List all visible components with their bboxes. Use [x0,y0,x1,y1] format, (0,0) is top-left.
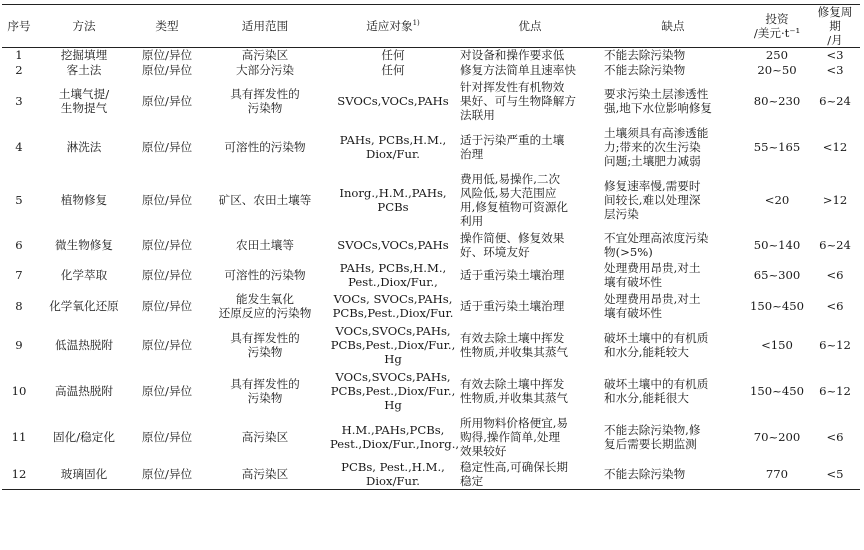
cell-target: 任何 [381,48,405,63]
cell-type: 原位/异位 [141,429,193,444]
header-disadvantages: 缺点 [602,5,744,48]
cell-target: PAHs, PCBs,H.M., Pest.,Diox/Fur., [339,260,447,289]
cell-target: 任何 [381,63,405,77]
cell-target: VOCs, SVOCs,PAHs, PCBs,Pest.,Diox/Fur. [332,291,454,320]
cell-period: <6 [826,267,844,282]
cell-method: 淋洗法 [66,139,102,154]
table-row [2,290,860,322]
header-type: 类型 [132,5,202,48]
cell-period: <6 [826,429,844,444]
cell-period: <6 [826,298,844,313]
cell-no: 12 [2,460,36,490]
cell-advantages: 操作简便、修复效果 好、环境友好 [460,230,565,259]
cell-method: 微生物修复 [55,237,113,252]
cell-investment: 20~50 [757,63,797,77]
cell-period: <5 [810,460,860,490]
cell-type: 原位/异位 [132,460,202,490]
cell-target: SVOCs,VOCs,PAHs [337,237,449,252]
cell-scope: 具有挥发性的 污染物 [230,376,300,405]
cell-investment: 770 [744,460,810,490]
cell-disadvantages: 处理费用昂贵,对土 壤有破坏性 [604,291,701,320]
cell-method: 土壤气提/ 生物提气 [58,86,110,115]
cell-advantages: 适于污染严重的土壤 治理 [460,132,565,161]
cell-advantages: 所用物料价格便宜,易 购得,操作简单,处理 效果较好 [460,415,569,458]
header-row [2,5,860,48]
cell-investment: <20 [764,192,790,207]
cell-disadvantages: 破坏土壤中的有机质 和水分,能耗较大 [604,330,709,359]
cell-period: <3 [826,48,844,63]
cell-investment: 80~230 [753,93,801,108]
cell-no: 8 [15,298,23,313]
cell-target: VOCs,SVOCs,PAHs, PCBs,Pest.,Diox/Fur., Hg [330,323,456,366]
cell-advantages: 有效去除土壤中挥发 性物质,并收集其蒸气 [460,330,569,359]
cell-no: 4 [15,139,23,154]
cell-period: <3 [826,63,844,77]
cell-no: 2 [15,63,23,77]
cell-period: <12 [822,139,848,154]
cell-disadvantages: 不宜处理高浓度污染 物(>5%) [604,230,709,259]
cell-advantages: 适于重污染土壤治理 [460,267,565,282]
cell-period: >12 [822,192,848,207]
cell-disadvantages: 要求污染土层渗透性 强,地下水位影响修复 [604,86,713,115]
cell-type: 原位/异位 [141,267,193,282]
header-period-line1: 修复周期 [817,5,853,33]
table-row [2,230,860,260]
table-row [2,322,860,368]
header-advantages: 优点 [458,5,602,48]
cell-no: 7 [15,267,23,282]
cell-scope: 高污染区 [202,460,328,490]
cell-target: H.M.,PAHs,PCBs, Pest.,Diox/Fur.,Inorg., [330,422,460,451]
cell-advantages: 费用低,易操作,二次 风险低,易大范围应 用,修复植物可资源化 利用 [460,171,569,228]
cell-investment: 250 [765,48,789,63]
header-scope: 适用范围 [202,5,328,48]
cell-scope: 高污染区 [241,48,289,63]
table-row [2,170,860,230]
cell-method: 化学氧化还原 [49,298,119,313]
cell-target: PCBs, Pest.,H.M., Diox/Fur. [328,460,458,490]
cell-type: 原位/异位 [141,337,193,352]
cell-method: 高温热脱附 [55,383,113,398]
cell-scope: 高污染区 [241,429,289,444]
cell-investment: 65~300 [753,267,801,282]
cell-investment: <150 [761,337,793,352]
cell-disadvantages: 不能去除污染物 [604,63,686,77]
cell-advantages: 稳定性高,可确保长期 稳定 [458,460,602,490]
cell-investment: 150~450 [750,383,804,398]
cell-disadvantages: 修复速率慢,需要时 间较长,难以处理深 层污染 [604,178,701,221]
table-row [2,460,860,490]
cell-scope: 具有挥发性的 污染物 [230,86,300,115]
cell-type: 原位/异位 [141,93,193,108]
cell-method: 植物修复 [60,192,108,207]
header-target-label: 适应对象 [366,19,413,33]
cell-no: 9 [15,337,23,352]
cell-period: 6~12 [819,383,851,398]
cell-period: 6~12 [819,337,851,352]
cell-target: VOCs,SVOCs,PAHs, PCBs,Pest.,Diox/Fur., Hg [330,369,456,412]
cell-investment: 150~450 [750,298,804,313]
cell-period: 6~24 [819,237,851,252]
cell-advantages: 对设备和操作要求低 [460,48,565,63]
cell-disadvantages: 不能去除污染物 [602,460,744,490]
cell-advantages: 修复方法简单且速率快 [460,63,576,77]
cell-type: 原位/异位 [141,63,193,77]
header-investment [744,5,810,48]
table-row [2,63,860,78]
cell-no: 5 [15,192,23,207]
cell-scope: 可溶性的污染物 [224,267,306,282]
header-investment-line2: /美元·t⁻¹ [753,26,801,40]
header-target-note: 1) [412,19,420,28]
cell-disadvantages: 土壤须具有高渗透能 力;带来的次生污染 问题;土壤肥力减弱 [604,125,709,168]
cell-method: 玻璃固化 [36,460,132,490]
header-target [328,5,458,48]
cell-type: 原位/异位 [141,48,193,63]
table-body [2,48,860,490]
cell-disadvantages: 破坏土壤中的有机质 和水分,能耗很大 [604,376,709,405]
cell-type: 原位/异位 [141,139,193,154]
cell-investment: 70~200 [753,429,801,444]
table-row [2,124,860,170]
cell-period: 6~24 [819,93,851,108]
cell-no: 1 [15,48,23,63]
cell-no: 6 [15,237,23,252]
table-row [2,78,860,124]
cell-scope: 可溶性的污染物 [224,139,306,154]
cell-scope: 具有挥发性的 污染物 [230,330,300,359]
cell-scope: 矿区、农田土壤等 [218,192,312,207]
header-no: 序号 [2,5,36,48]
cell-method: 挖掘填埋 [60,48,108,63]
cell-disadvantages: 不能去除污染物,修 复后需要长期监测 [604,422,701,451]
cell-no: 10 [11,383,27,398]
cell-method: 低温热脱附 [55,337,113,352]
cell-investment: 55~165 [753,139,801,154]
cell-method: 固化/稳定化 [53,429,115,444]
cell-scope: 大部分污染 [236,63,294,77]
cell-target: SVOCs,VOCs,PAHs [337,93,449,108]
cell-advantages: 针对挥发性有机物效 果好、可与生物降解方 法联用 [460,79,576,122]
cell-no: 11 [11,429,27,444]
table-row [2,48,860,63]
cell-advantages: 有效去除土壤中挥发 性物质,并收集其蒸气 [460,376,569,405]
cell-type: 原位/异位 [141,192,193,207]
cell-type: 原位/异位 [141,383,193,398]
header-period-line2: /月 [827,33,843,47]
cell-investment: 50~140 [753,237,801,252]
cell-method: 客土法 [66,63,102,77]
cell-target: PAHs, PCBs,H.M., Diox/Fur. [339,132,447,161]
cell-method: 化学萃取 [60,267,108,282]
cell-scope: 能发生氧化 还原反应的污染物 [218,291,312,320]
cell-no: 3 [15,93,23,108]
cell-advantages: 适于重污染土壤治理 [460,298,565,313]
cell-type: 原位/异位 [141,298,193,313]
header-investment-line1: 投资 [765,12,789,26]
cell-type: 原位/异位 [141,237,193,252]
cell-disadvantages: 不能去除污染物 [604,48,686,63]
table-row [2,260,860,290]
header-period [810,5,860,48]
table-row [2,368,860,414]
cell-scope: 农田土壤等 [236,237,294,252]
remediation-table [2,4,860,490]
cell-target: Inorg.,H.M.,PAHs, PCBs [339,185,447,214]
header-method: 方法 [36,5,132,48]
cell-disadvantages: 处理费用昂贵,对土 壤有破坏性 [604,260,701,289]
table-row [2,414,860,460]
